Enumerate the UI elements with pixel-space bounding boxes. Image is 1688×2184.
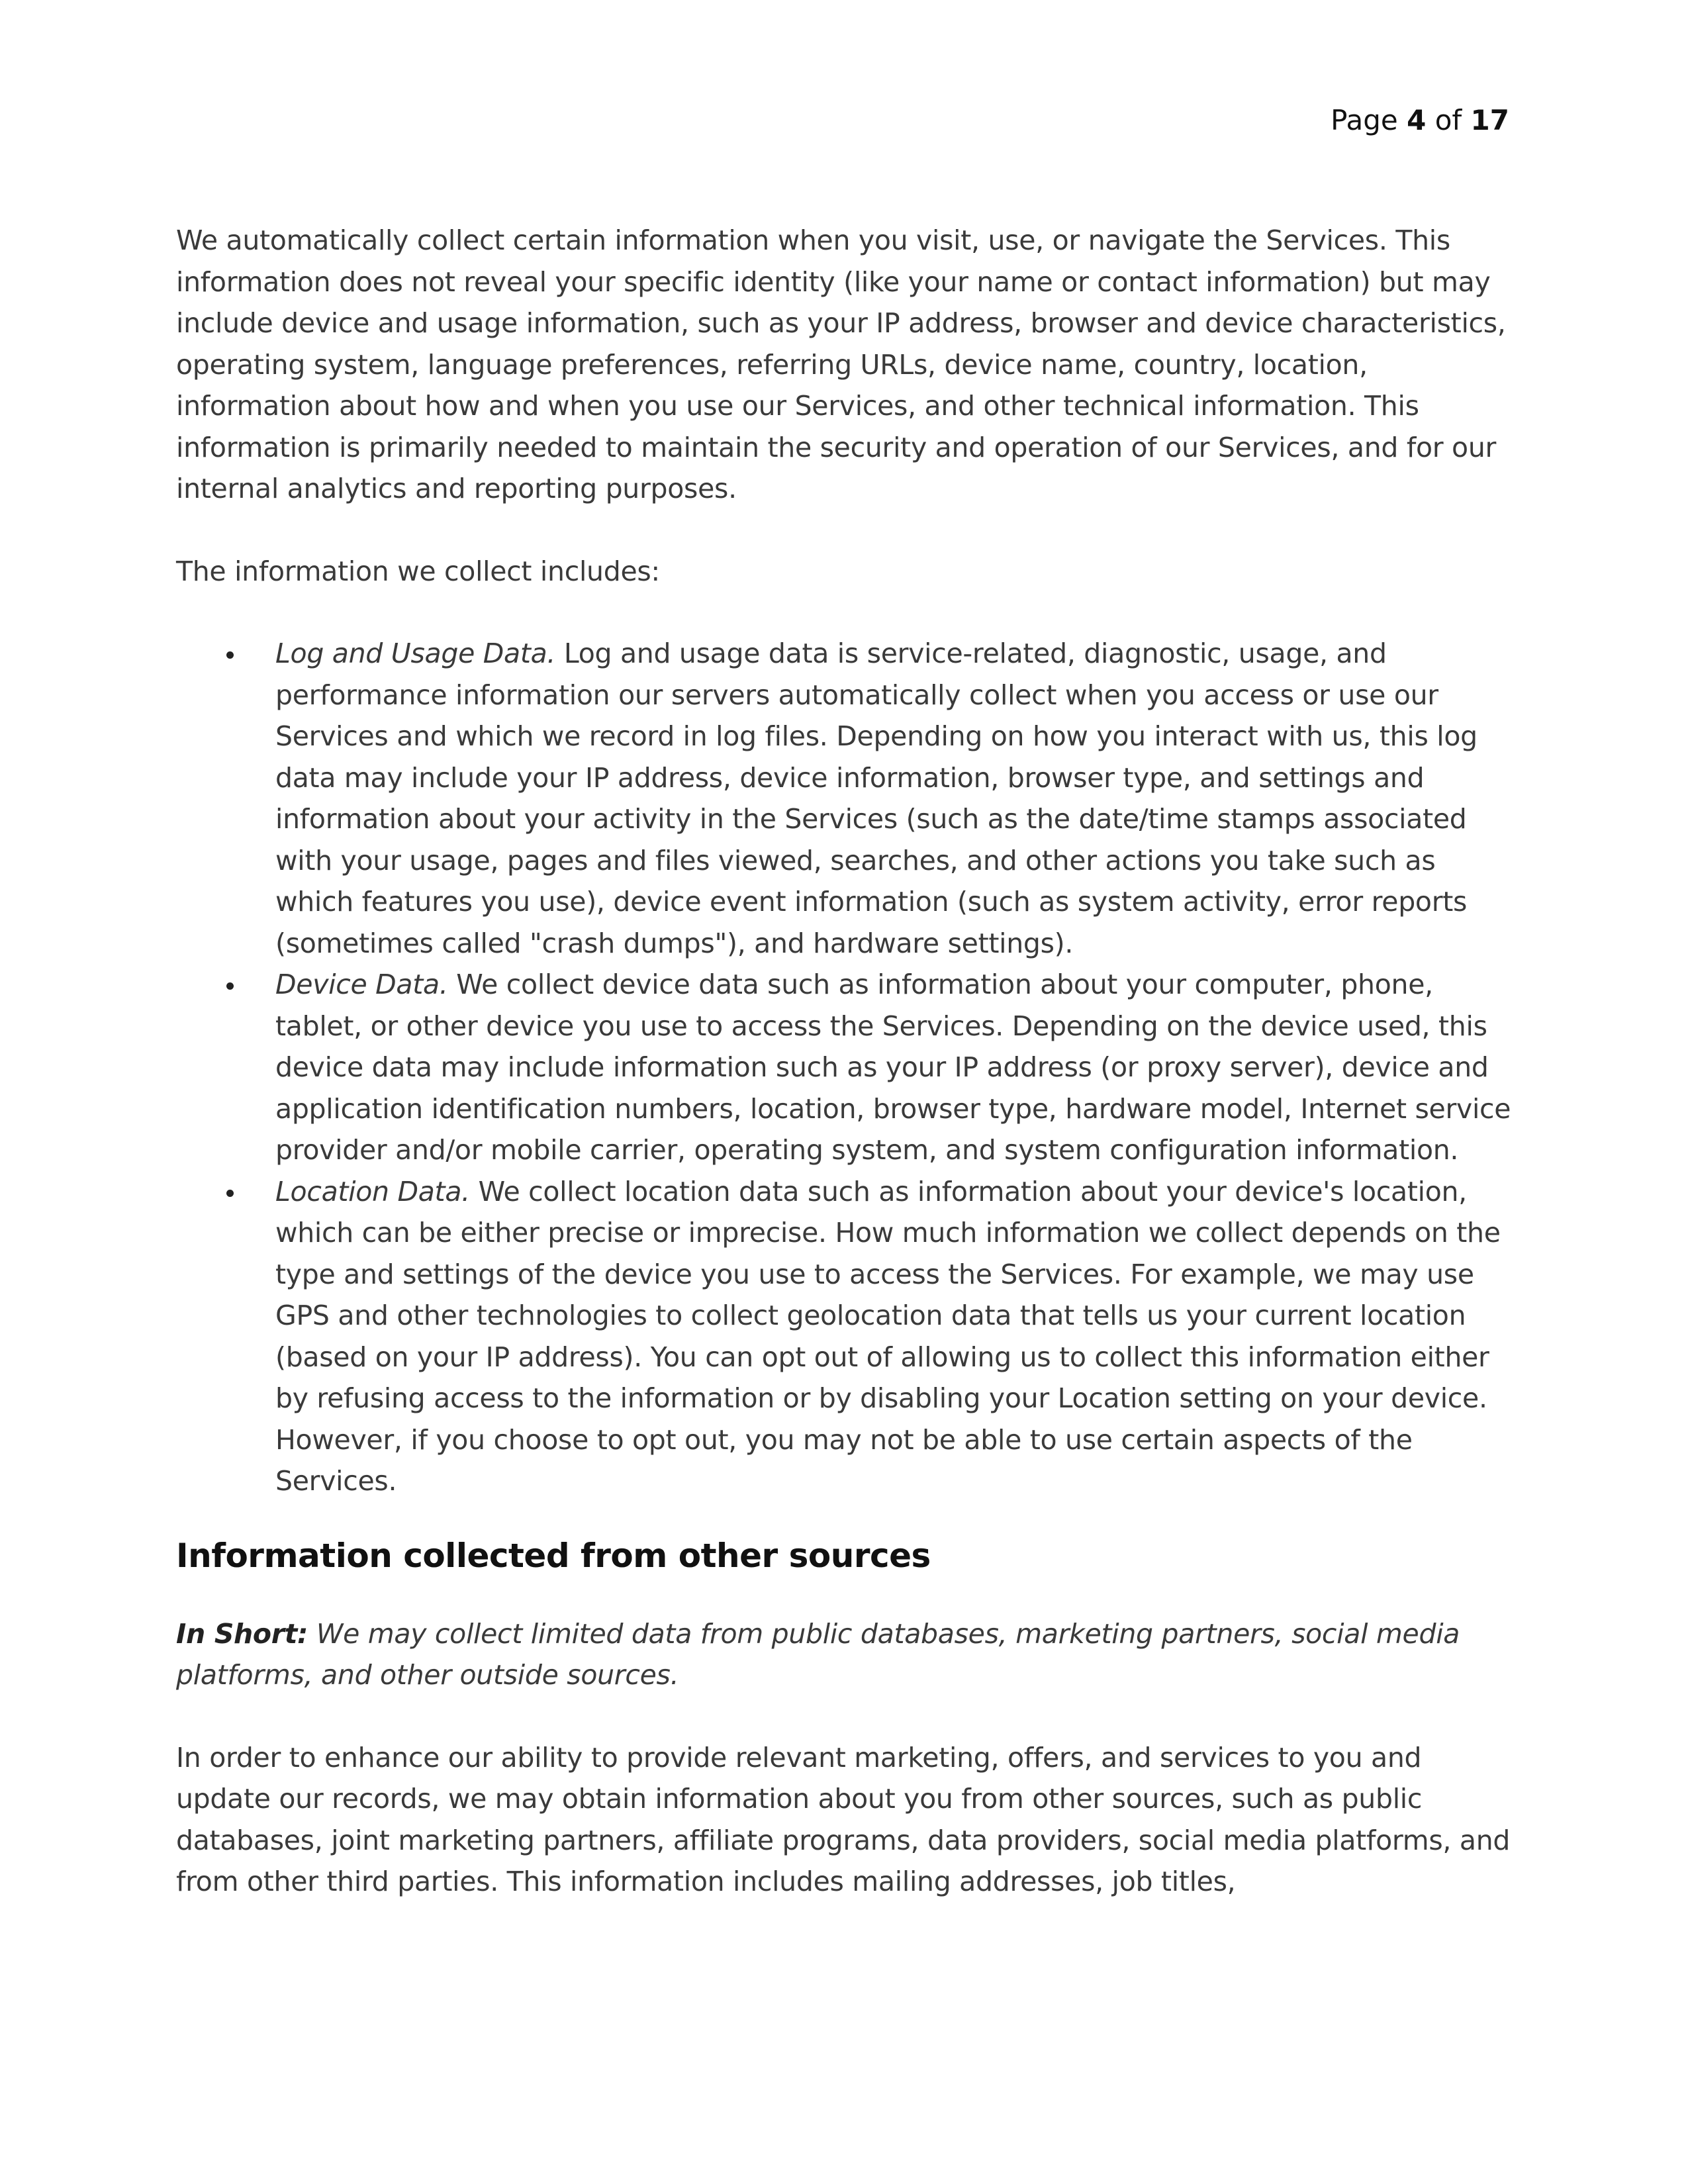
bullet-icon — [226, 1190, 234, 1197]
list-item-text: We collect device data such as information about your computer, phone, tablet, or other device you use to access the Services. Depending on the device used, this device data may include information such as your IP address (or proxy server), device and application identification numbers, location, browser type, hardware model, Internet service provider and/or mobile carrier, operating system, and system configuration information. — [275, 969, 1511, 1166]
document-body — [176, 220, 1513, 1903]
section-heading: Information collected from other sources — [176, 1536, 931, 1575]
list-intro: The information we collect includes: — [176, 555, 660, 587]
list-item-term: Log and Usage Data. — [275, 638, 556, 669]
collected-info-list — [176, 633, 1513, 1502]
in-short-label: In Short: — [176, 1617, 308, 1650]
in-short-text: We may collect limited data from public databases, marketing partners, social media platforms, and other outside sources. — [176, 1617, 1460, 1691]
bullet-icon — [226, 651, 234, 659]
bullet-icon — [226, 982, 234, 990]
list-item-term: Location Data. — [275, 1175, 470, 1208]
list-item-device-data — [176, 964, 1513, 1171]
total-pages-number: 17 — [1470, 104, 1509, 136]
list-item-term: Device Data. — [275, 969, 448, 1000]
intro-paragraph: We automatically collect certain information when you visit, use, or navigate the Services. This information does not reveal your specific identity (like your name or contact information) but may include device and usage information, such as your IP address, browser and device characteristics, operating system, language preferences, referring URLs, device name, country, location, information about how and when you use our Services, and other technical information. This information is primarily needed to maintain the security and operation of our Services, and for our internal analytics and reporting purposes. — [176, 224, 1506, 504]
list-item-location-data — [176, 1171, 1513, 1502]
list-item-text: Log and usage data is service-related, diagnostic, usage, and performance information our servers automatically collect when you access or use our Services and which we record in log files. Depending on how you interact with us, this log data may include your IP address, device information, browser type, and settings and information about your activity in the Services (such as the date/time stamps associated with your usage, pages and files viewed, searches, and other actions you take such as which features you use), device event information (such as system activity, error reports (sometimes called "crash dumps"), and hardware settings). — [275, 638, 1477, 959]
page-word: Page — [1331, 104, 1398, 136]
of-word: of — [1434, 104, 1462, 136]
section-body-paragraph: In order to enhance our ability to provide relevant marketing, offers, and services to you and update our records, we may obtain information about you from other sources, such as public databases, joint marketing partners, affiliate programs, data providers, social media platforms, and from other third parties. This information includes mailing addresses, job titles, — [176, 1741, 1511, 1897]
list-item-log-usage-data — [176, 633, 1513, 964]
in-short-summary — [176, 1613, 1513, 1696]
page-number — [1331, 101, 1509, 140]
current-page-number: 4 — [1407, 104, 1427, 136]
list-item-text: We collect location data such as information about your device's location, which can be either precise or imprecise. How much information we collect depends on the type and settings of the device you use to access the Services. For example, we may use GPS and other technologies to collect geolocation data that tells us your current location (based on your IP address). You can opt out of allowing us to collect this information either by refusing access to the information or by disabling your Location setting on your device. However, if you choose to opt out, you may not be able to use certain aspects of the Services. — [275, 1175, 1501, 1497]
